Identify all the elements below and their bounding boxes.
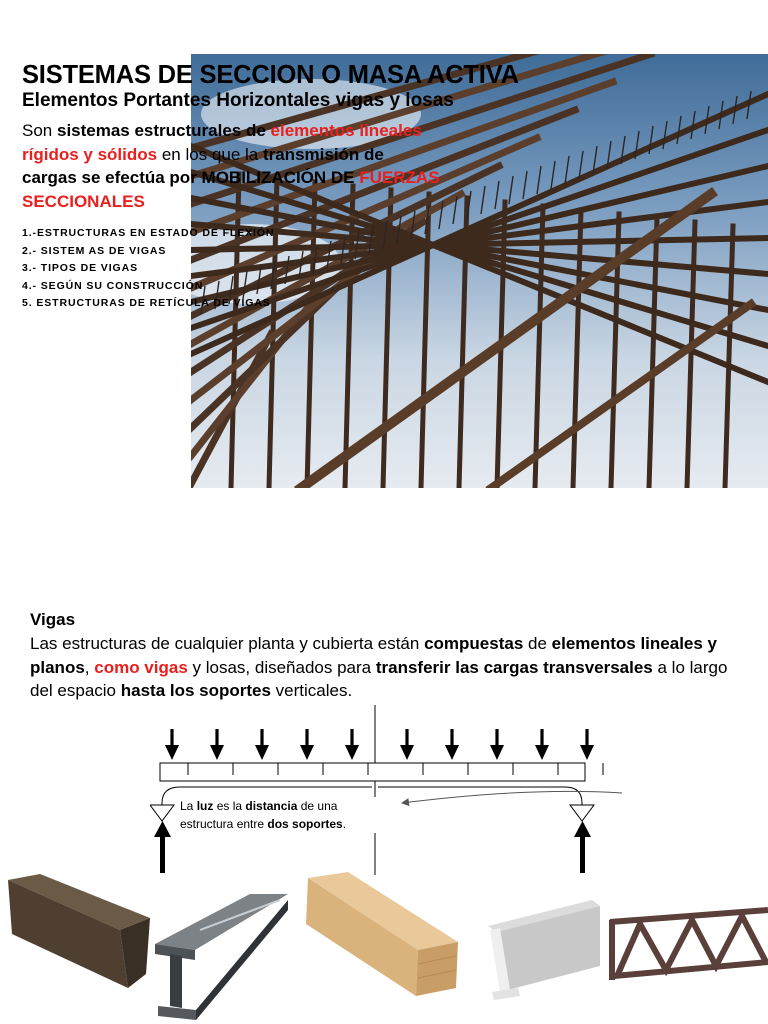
text-run: de bbox=[523, 634, 552, 653]
beam-span-diagram bbox=[150, 705, 625, 875]
text-run: dos soportes bbox=[267, 817, 343, 831]
text-run: Son bbox=[22, 121, 57, 140]
text-run: a lo largo del espacio bbox=[30, 657, 728, 700]
text-run: es la bbox=[213, 799, 246, 813]
load-arrow bbox=[490, 745, 504, 760]
text-run: transferir las cargas transversales bbox=[375, 657, 653, 677]
glulam-beam-icon bbox=[306, 872, 458, 996]
load-arrow bbox=[255, 745, 269, 760]
text-run: y losas, diseñados para bbox=[187, 657, 376, 677]
section-heading: Vigas bbox=[30, 610, 76, 629]
text-run: , bbox=[84, 657, 95, 677]
load-arrow bbox=[165, 745, 179, 760]
load-arrow bbox=[535, 745, 549, 760]
load-arrow bbox=[445, 745, 459, 760]
text-run: en los que la bbox=[157, 144, 263, 164]
load-arrow bbox=[580, 745, 594, 760]
slide-title: SISTEMAS DE SECCION O MASA ACTIVA bbox=[22, 61, 519, 89]
text-run: hasta los soportes bbox=[120, 681, 271, 700]
span-definition-caption bbox=[180, 797, 390, 833]
beam bbox=[160, 763, 585, 781]
load-arrow bbox=[210, 745, 224, 760]
steel-i-beam-icon bbox=[155, 894, 288, 1020]
span-pointer-arrow bbox=[402, 791, 622, 803]
right-reaction-arrow bbox=[574, 821, 591, 873]
text-run: transmisión de cargas se efectúa por MOBILIZACIÓN DE bbox=[22, 144, 384, 187]
steel-truss-beam-icon bbox=[610, 910, 768, 980]
topic-item: 4.- SEGÚN SU CONSTRUCCIÓN bbox=[22, 279, 204, 292]
slide-subtitle: Elementos Portantes Horizontales vigas y losas bbox=[22, 90, 454, 111]
text-run: como vigas bbox=[94, 657, 188, 677]
topic-item: 3.- TIPOS DE VIGAS bbox=[22, 262, 138, 274]
load-arrow bbox=[345, 745, 359, 760]
topic-item: 5. ESTRUCTURAS DE RETÍCULA DE VIGAS bbox=[22, 297, 271, 309]
timber-beam-icon bbox=[8, 874, 150, 988]
load-arrows bbox=[165, 729, 594, 760]
text-run: . bbox=[342, 817, 347, 831]
right-support-arrow bbox=[570, 805, 594, 821]
vigas-paragraph bbox=[30, 632, 730, 703]
topics-list bbox=[22, 225, 282, 313]
load-arrow bbox=[400, 745, 414, 760]
topic-item: 2.- SISTEM AS DE VIGAS bbox=[22, 244, 167, 257]
intro-paragraph bbox=[22, 119, 442, 213]
text-run: FUERZAS SECCIONALES bbox=[22, 168, 440, 211]
text-run: sistemas estructurales de bbox=[56, 121, 271, 140]
text-run: de una estructura entre bbox=[180, 799, 338, 831]
left-reaction-arrow bbox=[154, 821, 171, 873]
text-run: verticales. bbox=[270, 681, 353, 700]
topic-item: 1.-ESTRUCTURAS EN ESTADO DE FLEXIÓN bbox=[22, 227, 275, 239]
text-run: La bbox=[180, 799, 197, 813]
left-support-arrow bbox=[150, 805, 174, 821]
text-run: elementos lineales rígidos y sólidos bbox=[22, 121, 422, 164]
text-run: compuestas bbox=[424, 634, 524, 653]
concrete-i-beam-icon bbox=[488, 900, 600, 1000]
text-run: elementos lineales y planos bbox=[30, 634, 718, 677]
text-run: distancia bbox=[245, 799, 298, 813]
load-arrow bbox=[300, 745, 314, 760]
beam-samples-strip bbox=[0, 870, 768, 1024]
text-run: luz bbox=[196, 799, 214, 813]
text-run: Las estructuras de cualquier planta y cubierta están bbox=[30, 634, 425, 653]
